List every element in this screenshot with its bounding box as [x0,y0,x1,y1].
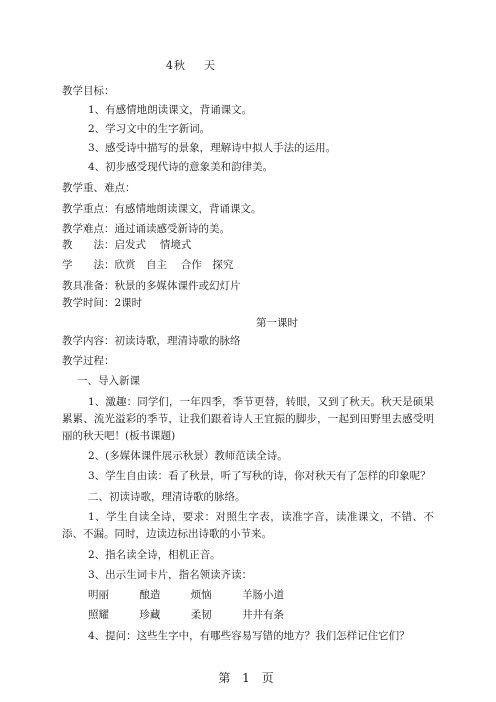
vocab-row-2 [88,608,284,622]
vocab-word: 明丽 [88,589,109,601]
vocab-word: 烦恼 [190,589,212,601]
objective-3: 3、感受诗中描写的景象，理解诗中拟人手法的运用。 [88,142,337,154]
step-question: 4、提问：这些生字中，有哪些容易写错的地方？我们怎样记住它们？ [88,630,410,642]
vocab-word: 照耀 [88,609,109,621]
vocab-word: 酿造 [139,589,161,601]
objective-2: 2、学习文中的生字新词。 [88,123,211,135]
learning-method: 学 法：欣赏 自主 合作 探究 [62,259,234,271]
section-2-heading: 二、初读诗歌，理清诗歌的脉络。 [88,491,246,503]
teaching-aids: 教具准备：秋景的多媒体课件或幻灯片 [62,280,241,292]
vocab-word: 羊肠小道 [242,589,285,601]
step-1-paragraph: 1、激趣：同学们，一年四季，季节更替，转眼，又到了秋天。秋天是硕果累累、流光溢彩的季节，让我们跟着诗人王宜振的脚步，一起到田野里去感受明丽的秋天吧！(板书课题) [62,396,434,442]
teaching-method: 教 法：启发式 情境式 [62,239,192,251]
page-title: 4秋 天 [166,59,216,72]
section-first-lesson: 第一课时 [256,317,298,329]
page-number: 第 1 页 [218,671,278,685]
objective-1: 1、有感情地朗读课文，背诵课文。 [88,104,253,116]
heading-process: 教学过程： [62,355,115,367]
vocab-row-1 [88,588,284,602]
key-point: 教学重点：有感情地朗读课文，背诵课文。 [62,203,262,215]
teaching-time: 教学时间：2课时 [62,297,143,309]
step-intro-heading: 一、导入新课 [77,375,140,387]
step-2: 2、(多媒体课件展示秋景）教师范读全诗。 [88,450,288,462]
vocab-word: 井井有条 [242,609,285,621]
lesson-content: 教学内容：初读诗歌，理清诗歌的脉络 [62,335,241,347]
objective-4: 4、初步感受现代诗的意象美和韵律美。 [88,161,274,173]
step-3: 3、学生自由读：看了秋景，听了写秋的诗，你对秋天有了怎样的印象呢？ [88,470,431,482]
heading-objectives: 教学目标： [62,85,115,97]
vocab-cards: 3、出示生词卡片，指名领读齐读： [88,569,253,581]
reading-task: 1、学生自读全诗，要求：对照生字表，读准字音，读准课文，不错、不添、不漏。同时，边读边标出诗歌的小节来。 [62,511,434,540]
read-aloud: 2、指名读全诗，相机正音。 [88,549,221,561]
difficult-point: 教学难点：通过诵读感受新诗的美。 [62,223,230,235]
heading-key-points: 教学重、难点： [62,182,136,194]
vocab-word: 柔韧 [190,609,212,621]
vocab-word: 珍藏 [139,609,161,621]
